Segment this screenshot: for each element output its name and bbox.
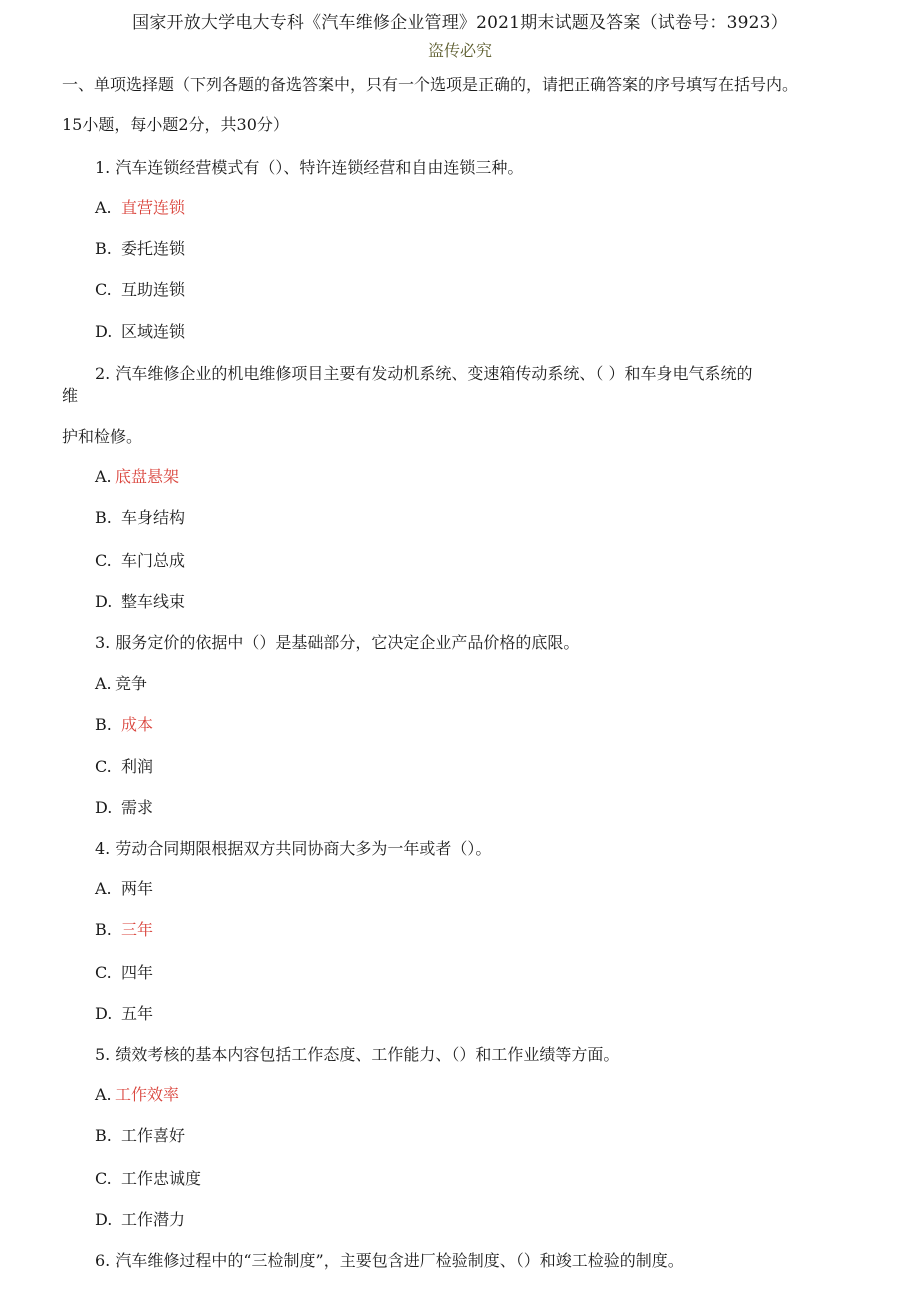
option-a (95, 879, 153, 899)
option-letter: B. (95, 239, 112, 258)
section-heading: 一、单项选择题（下列各题的备选答案中，只有一个选项是正确的，请把正确答案的序号填写在括号内。 (62, 75, 799, 94)
question-stem: 5. 绩效考核的基本内容包括工作态度、工作能力、（）和工作业绩等方面。 (95, 1045, 620, 1064)
question-stem: 1. 汽车连锁经营模式有（）、特许连锁经营和自由连锁三种。 (95, 158, 524, 177)
option-letter: A. (95, 467, 112, 486)
option-b (95, 1126, 185, 1146)
option-text: 利润 (121, 757, 154, 776)
option-text-correct: 直营连锁 (121, 198, 186, 217)
option-text: 工作喜好 (121, 1126, 186, 1145)
option-text-correct: 成本 (121, 715, 154, 734)
section-heading-continued: 15小题，每小题2分，共30分） (62, 115, 289, 134)
option-letter: C. (95, 1169, 112, 1188)
option-c (95, 1169, 201, 1189)
option-text: 互助连锁 (121, 280, 186, 299)
option-letter: B. (95, 715, 112, 734)
option-c (95, 757, 153, 777)
option-text: 整车线束 (121, 592, 186, 611)
option-b (95, 715, 153, 735)
option-letter: A. (95, 198, 112, 217)
document-title: 国家开放大学电大专科《汽车维修企业管理》2021期末试题及答案（试卷号：3923） (132, 13, 788, 33)
option-text: 工作忠诚度 (121, 1169, 202, 1188)
option-letter: D. (95, 322, 113, 341)
option-c (95, 963, 153, 983)
option-letter: A. (95, 1085, 112, 1104)
option-letter: C. (95, 757, 112, 776)
option-text: 车身结构 (121, 508, 186, 527)
option-letter: D. (95, 592, 113, 611)
option-d (95, 322, 185, 342)
option-text: 车门总成 (121, 551, 186, 570)
question-stem-continued: 护和检修。 (62, 427, 143, 446)
option-c (95, 280, 185, 300)
question-stem: 4. 劳动合同期限根据双方共同协商大多为一年或者（）。 (95, 839, 492, 858)
option-letter: D. (95, 1210, 113, 1229)
question-stem: 2. 汽车维修企业的机电维修项目主要有发动机系统、变速箱传动系统、（ ）和车身电气系统的 (95, 364, 753, 383)
question-stem-continued: 维 (62, 386, 79, 405)
document-subtitle: 盗传必究 (427, 41, 492, 60)
option-c (95, 551, 185, 571)
option-letter: D. (95, 798, 113, 817)
option-d (95, 1210, 185, 1230)
option-b (95, 920, 153, 940)
option-a (95, 674, 147, 694)
option-a (95, 1085, 179, 1105)
option-text: 四年 (121, 963, 154, 982)
option-letter: C. (95, 280, 112, 299)
option-text: 竞争 (115, 674, 148, 693)
option-letter: B. (95, 1126, 112, 1145)
option-d (95, 1004, 153, 1024)
question-stem: 3. 服务定价的依据中（）是基础部分，它决定企业产品价格的底限。 (95, 633, 580, 652)
option-b (95, 508, 185, 528)
option-letter: C. (95, 963, 112, 982)
option-letter: C. (95, 551, 112, 570)
option-d (95, 798, 153, 818)
question-stem: 6. 汽车维修过程中的“三检制度”，主要包含进厂检验制度、（）和竣工检验的制度。 (95, 1251, 684, 1270)
option-letter: D. (95, 1004, 113, 1023)
option-b (95, 239, 185, 259)
option-a (95, 198, 185, 218)
option-text: 两年 (121, 879, 154, 898)
option-text: 区域连锁 (121, 322, 186, 341)
option-letter: A. (95, 879, 112, 898)
option-d (95, 592, 185, 612)
option-letter: A. (95, 674, 112, 693)
option-text: 委托连锁 (121, 239, 186, 258)
option-text-correct: 工作效率 (115, 1085, 180, 1104)
option-letter: B. (95, 508, 112, 527)
option-text: 五年 (121, 1004, 154, 1023)
option-a (95, 467, 179, 487)
option-letter: B. (95, 920, 112, 939)
option-text-correct: 三年 (121, 920, 154, 939)
option-text: 需求 (121, 798, 154, 817)
option-text: 工作潜力 (121, 1210, 186, 1229)
option-text-correct: 底盘悬架 (115, 467, 180, 486)
